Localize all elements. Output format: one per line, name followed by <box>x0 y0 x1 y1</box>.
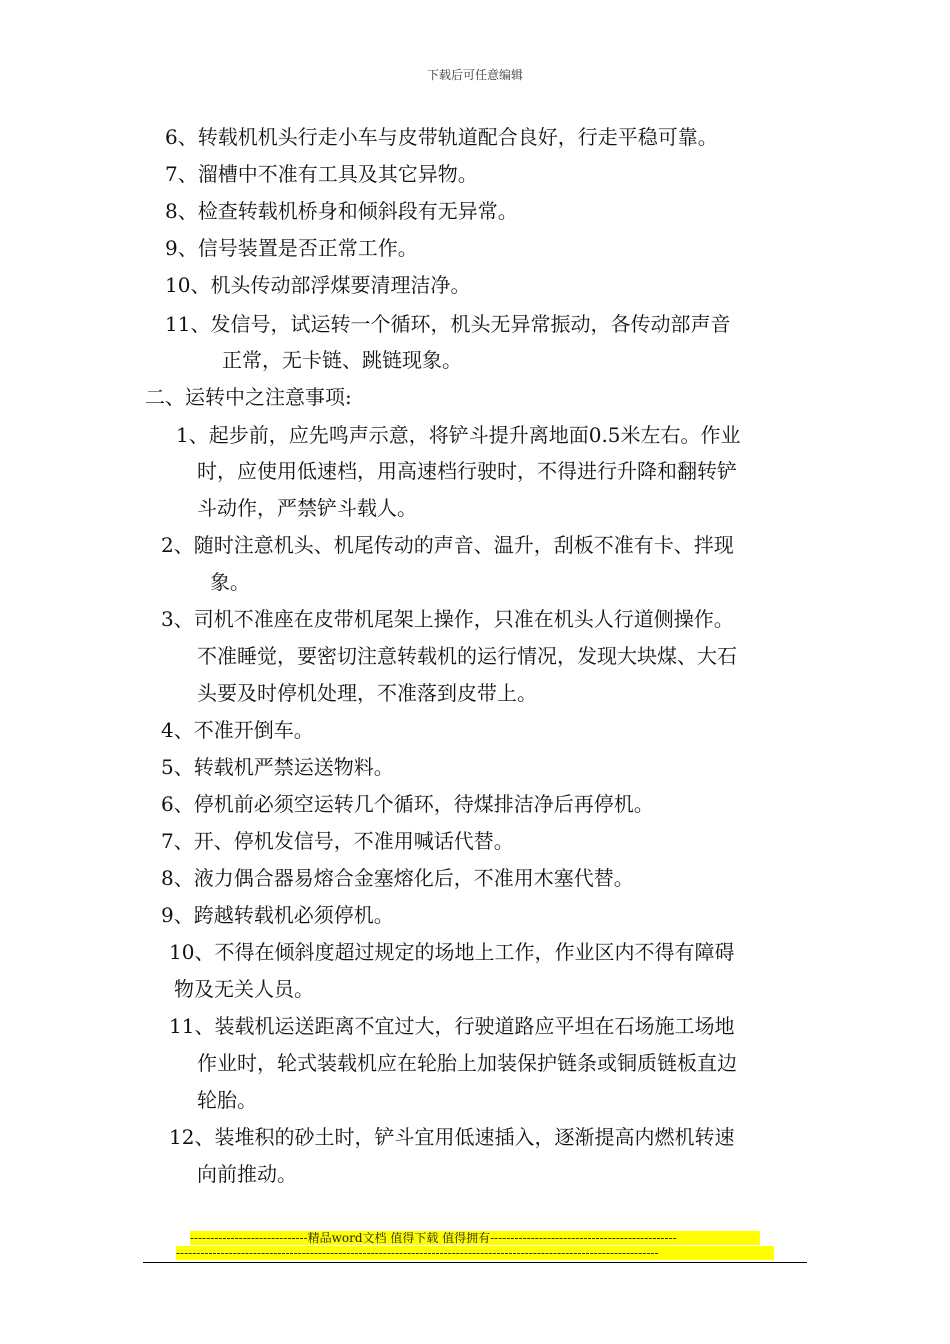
list-item: 9、信号装置是否正常工作。 <box>165 236 418 260</box>
list-item: 9、跨越转载机必须停机。 <box>161 903 394 927</box>
list-item-continuation: 头要及时停机处理，不准落到皮带上。 <box>197 681 537 705</box>
list-item: 11、装载机运送距离不宜过大，行驶道路应平坦在石场施工场地 <box>169 1014 735 1038</box>
list-item-continuation: 斗动作，严禁铲斗载人。 <box>197 496 417 520</box>
list-item-continuation: 物及无关人员。 <box>174 977 314 1001</box>
footer-dash-line: ----------------------------------------------------------------------------------------------------------------------- <box>176 1246 774 1260</box>
list-item: 11、发信号，试运转一个循环，机头无异常振动，各传动部声音 <box>165 312 731 336</box>
list-item: 10、不得在倾斜度超过规定的场地上工作，作业区内不得有障碍 <box>169 940 735 964</box>
list-item: 12、装堆积的砂土时，铲斗宜用低速插入，逐渐提高内燃机转速 <box>169 1125 735 1149</box>
list-item: 2、随时注意机头、机尾传动的声音、温升，刮板不准有卡、拌现 <box>161 533 734 557</box>
section-heading: 二、运转中之注意事项: <box>145 385 352 409</box>
page-header: 下载后可任意编辑 <box>426 68 523 82</box>
list-item: 4、不准开倒车。 <box>161 718 314 742</box>
list-item-continuation: 时，应使用低速档，用高速档行驶时，不得进行升降和翻转铲 <box>197 459 737 483</box>
list-item: 7、开、停机发信号，不准用喊话代替。 <box>161 829 514 853</box>
list-item-continuation: 作业时，轮式装载机应在轮胎上加装保护链条或铜质链板直边 <box>197 1051 737 1075</box>
footer-banner: -----------------------------精品word文档 值得下载 值得拥有---------------------------------------------- <box>190 1231 760 1245</box>
list-item: 8、液力偶合器易熔合金塞熔化后，不准用木塞代替。 <box>161 866 634 890</box>
list-item-continuation: 正常，无卡链、跳链现象。 <box>222 348 462 372</box>
list-item: 1、起步前，应先鸣声示意，将铲斗提升离地面0.5米左右。作业 <box>176 423 741 447</box>
list-item: 6、转载机机头行走小车与皮带轨道配合良好，行走平稳可靠。 <box>165 125 718 149</box>
list-item: 10、机头传动部浮煤要清理洁净。 <box>165 273 471 297</box>
footer-divider <box>143 1262 807 1263</box>
list-item: 8、检查转载机桥身和倾斜段有无异常。 <box>165 199 518 223</box>
list-item: 5、转载机严禁运送物料。 <box>161 755 394 779</box>
list-item-continuation: 不准睡觉，要密切注意转载机的运行情况，发现大块煤、大石 <box>197 644 737 668</box>
list-item: 7、溜槽中不准有工具及其它异物。 <box>165 162 478 186</box>
list-item: 3、司机不准座在皮带机尾架上操作，只准在机头人行道侧操作。 <box>161 607 734 631</box>
list-item-continuation: 象。 <box>210 570 250 594</box>
list-item-continuation: 向前推动。 <box>197 1162 297 1186</box>
list-item: 6、停机前必须空运转几个循环，待煤排洁净后再停机。 <box>161 792 654 816</box>
list-item-continuation: 轮胎。 <box>197 1088 257 1112</box>
